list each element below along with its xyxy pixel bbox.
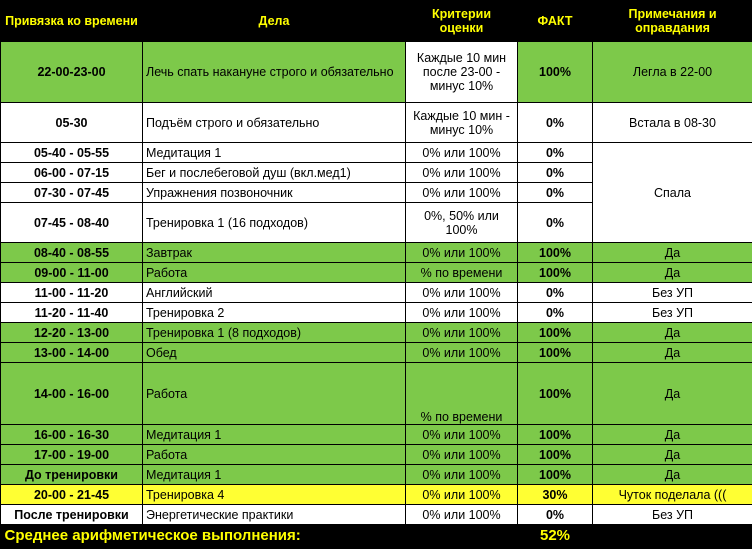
fact-cell: 100% (518, 425, 593, 445)
criteria-cell: 0% или 100% (406, 323, 518, 343)
header-criteria: Критерии оценки (406, 1, 518, 42)
time-cell: 06-00 - 07-15 (1, 163, 143, 183)
header-time: Привязка ко времени (1, 1, 143, 42)
criteria-cell: 0% или 100% (406, 505, 518, 525)
time-cell: 11-20 - 11-40 (1, 303, 143, 323)
note-cell: Да (593, 323, 752, 343)
header-task: Дела (143, 1, 406, 42)
note-cell: Да (593, 425, 752, 445)
table-row (1, 263, 752, 283)
task-cell: Упражнения позвоночник (143, 183, 406, 203)
table-row (1, 485, 752, 505)
fact-cell: 0% (518, 143, 593, 163)
time-cell: 22-00-23-00 (1, 42, 143, 103)
table-row (1, 425, 752, 445)
note-cell: Да (593, 363, 752, 425)
table-row (1, 323, 752, 343)
task-cell: Медитация 1 (143, 143, 406, 163)
note-cell: Без УП (593, 505, 752, 525)
criteria-cell: 0% или 100% (406, 303, 518, 323)
note-cell: Встала в 08-30 (593, 103, 752, 143)
note-cell: Да (593, 445, 752, 465)
task-cell: Тренировка 4 (143, 485, 406, 505)
header-fact: ФАКТ (518, 1, 593, 42)
criteria-cell: 0% или 100% (406, 163, 518, 183)
note-cell: Да (593, 343, 752, 363)
table-row (1, 103, 752, 143)
time-cell: 08-40 - 08-55 (1, 243, 143, 263)
task-cell: Тренировка 1 (16 подходов) (143, 203, 406, 243)
task-cell: Обед (143, 343, 406, 363)
fact-cell: 0% (518, 183, 593, 203)
criteria-cell: 0% или 100% (406, 343, 518, 363)
task-cell: Английский (143, 283, 406, 303)
task-cell: Работа (143, 363, 406, 425)
fact-cell: 0% (518, 283, 593, 303)
fact-cell: 0% (518, 505, 593, 525)
time-cell: 07-45 - 08-40 (1, 203, 143, 243)
criteria-cell: 0% или 100% (406, 283, 518, 303)
note-cell: Без УП (593, 283, 752, 303)
table-row (1, 243, 752, 263)
header-row (1, 1, 752, 42)
note-cell: Чуток поделала ((( (593, 485, 752, 505)
task-cell: Работа (143, 263, 406, 283)
fact-cell: 0% (518, 163, 593, 183)
task-cell: Бег и послебеговой душ (вкл.мед1) (143, 163, 406, 183)
summary-empty (593, 525, 752, 547)
table-row (1, 283, 752, 303)
summary-row (1, 525, 752, 547)
fact-cell: 100% (518, 42, 593, 103)
criteria-cell: Каждые 10 мин после 23-00 - минус 10% (406, 42, 518, 103)
note-cell: Легла в 22-00 (593, 42, 752, 103)
task-cell: Работа (143, 445, 406, 465)
summary-value: 52% (518, 525, 593, 547)
criteria-cell: 0% или 100% (406, 143, 518, 163)
table-row (1, 465, 752, 485)
header-note: Примечания и оправдания (593, 1, 752, 42)
fact-cell: 100% (518, 445, 593, 465)
fact-cell: 100% (518, 343, 593, 363)
note-cell: Да (593, 465, 752, 485)
time-cell: 09-00 - 11-00 (1, 263, 143, 283)
criteria-cell: 0% или 100% (406, 425, 518, 445)
task-cell: Лечь спать накануне строго и обязательно (143, 42, 406, 103)
fact-cell: 100% (518, 465, 593, 485)
fact-cell: 100% (518, 323, 593, 343)
fact-cell: 100% (518, 363, 593, 425)
criteria-cell: 0% или 100% (406, 485, 518, 505)
note-cell: Без УП (593, 303, 752, 323)
table-row (1, 42, 752, 103)
fact-cell: 0% (518, 103, 593, 143)
task-cell: Завтрак (143, 243, 406, 263)
time-cell: 07-30 - 07-45 (1, 183, 143, 203)
criteria-cell: % по времени (406, 363, 518, 425)
time-cell: 12-20 - 13-00 (1, 323, 143, 343)
fact-cell: 100% (518, 263, 593, 283)
time-cell: 05-40 - 05-55 (1, 143, 143, 163)
criteria-cell: Каждые 10 мин - минус 10% (406, 103, 518, 143)
table-row (1, 505, 752, 525)
criteria-cell: 0%, 50% или 100% (406, 203, 518, 243)
criteria-cell: % по времени (406, 263, 518, 283)
fact-cell: 0% (518, 203, 593, 243)
task-cell: Подъём строго и обязательно (143, 103, 406, 143)
fact-cell: 30% (518, 485, 593, 505)
time-cell: После тренировки (1, 505, 143, 525)
note-cell: Да (593, 243, 752, 263)
task-cell: Энергетические практики (143, 505, 406, 525)
table-row (1, 343, 752, 363)
criteria-cell: 0% или 100% (406, 243, 518, 263)
time-cell: 16-00 - 16-30 (1, 425, 143, 445)
table-row (1, 363, 752, 425)
time-cell: 14-00 - 16-00 (1, 363, 143, 425)
time-cell: 11-00 - 11-20 (1, 283, 143, 303)
summary-label: Среднее арифметическое выполнения: (1, 525, 518, 547)
time-cell: 17-00 - 19-00 (1, 445, 143, 465)
time-cell: 13-00 - 14-00 (1, 343, 143, 363)
note-cell: Да (593, 263, 752, 283)
task-cell: Тренировка 2 (143, 303, 406, 323)
time-cell: 20-00 - 21-45 (1, 485, 143, 505)
table-row (1, 143, 752, 163)
time-cell: До тренировки (1, 465, 143, 485)
criteria-cell: 0% или 100% (406, 465, 518, 485)
fact-cell: 100% (518, 243, 593, 263)
table-row (1, 445, 752, 465)
criteria-cell: 0% или 100% (406, 183, 518, 203)
task-cell: Тренировка 1 (8 подходов) (143, 323, 406, 343)
criteria-cell: 0% или 100% (406, 445, 518, 465)
time-cell: 05-30 (1, 103, 143, 143)
task-cell: Медитация 1 (143, 465, 406, 485)
task-cell: Медитация 1 (143, 425, 406, 445)
fact-cell: 0% (518, 303, 593, 323)
table-row (1, 303, 752, 323)
note-cell: Спала (593, 143, 752, 243)
